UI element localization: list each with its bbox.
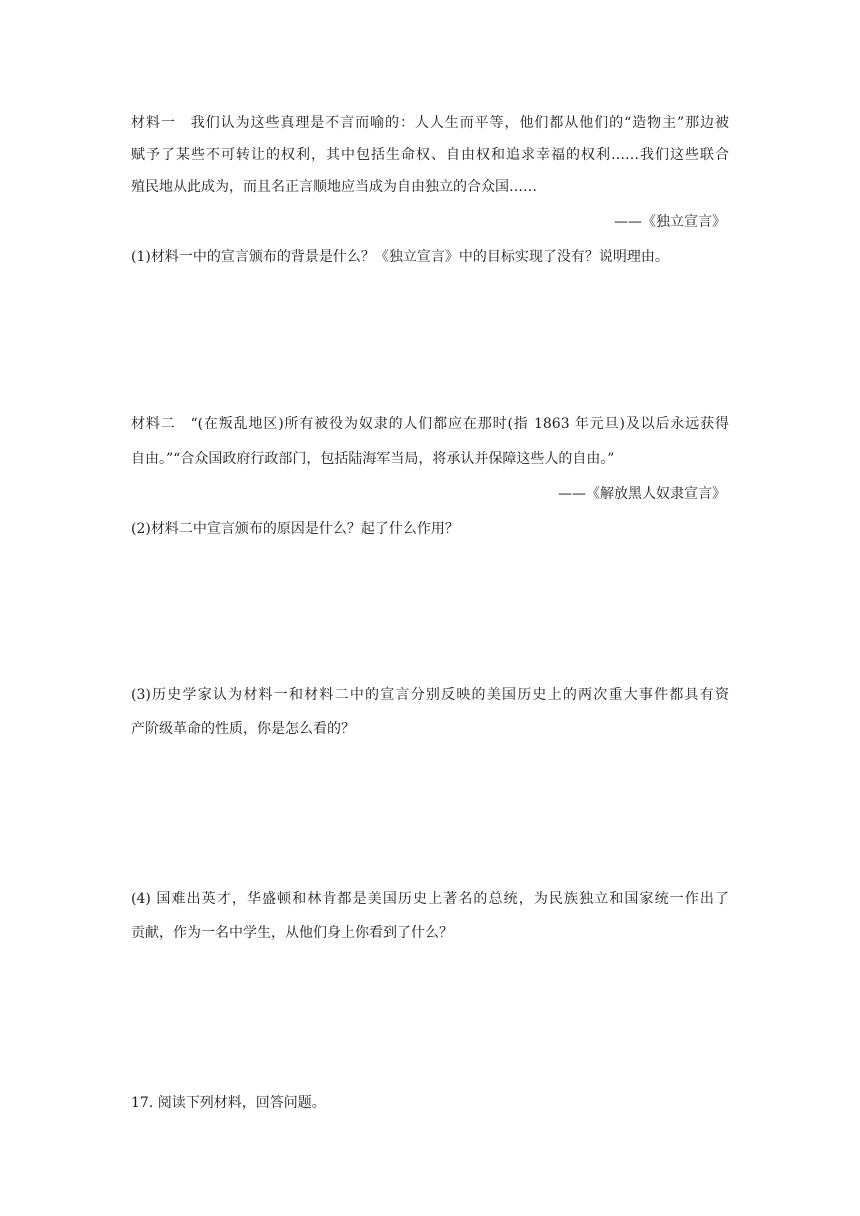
question-4-line-1: (4) 国难出英才，华盛顿和林肯都是美国历史上著名的总统，为民族独立和国家统一作出了 xyxy=(131,891,729,907)
material1-line-1: 材料一 我们认为这些真理是不言而喻的：人人生而平等，他们都从他们的“造物主”那边被 xyxy=(131,115,729,131)
material2-line-1: 材料二 “(在叛乱地区)所有被役为奴隶的人们都应在那时(指 1863 年元旦)及以后永远获得 xyxy=(131,416,729,432)
question-2: (2)材料二中宣言颁布的原因是什么？起了什么作用？ xyxy=(131,521,459,537)
question-1: (1)材料一中的宣言颁布的背景是什么？《独立宣言》中的目标实现了没有？说明理由。 xyxy=(131,249,669,265)
question-3-line-1: (3)历史学家认为材料一和材料二中的宣言分别反映的美国历史上的两次重大事件都具有资 xyxy=(131,687,729,703)
material1-line-3: 殖民地从此成为，而且名正言顺地应当成为自由独立的合众国…… xyxy=(131,179,537,195)
question-4-line-2: 贡献，作为一名中学生，从他们身上你看到了什么？ xyxy=(131,925,453,941)
material2-line-2: 自由。”“合众国政府行政部门，包括陆海军当局，将承认并保障这些人的自由。” xyxy=(131,451,615,467)
material1-line-2: 赋予了某些不可转让的权利，其中包括生命权、自由权和追求幸福的权利……我们这些联合 xyxy=(131,147,729,163)
material1-source: ——《独立宣言》 xyxy=(614,214,726,230)
question-17-heading: 17. 阅读下列材料，回答问题。 xyxy=(131,1095,326,1111)
material2-source: ——《解放黑人奴隶宣言》 xyxy=(558,486,726,502)
question-3-line-2: 产阶级革命的性质，你是怎么看的？ xyxy=(131,721,355,737)
